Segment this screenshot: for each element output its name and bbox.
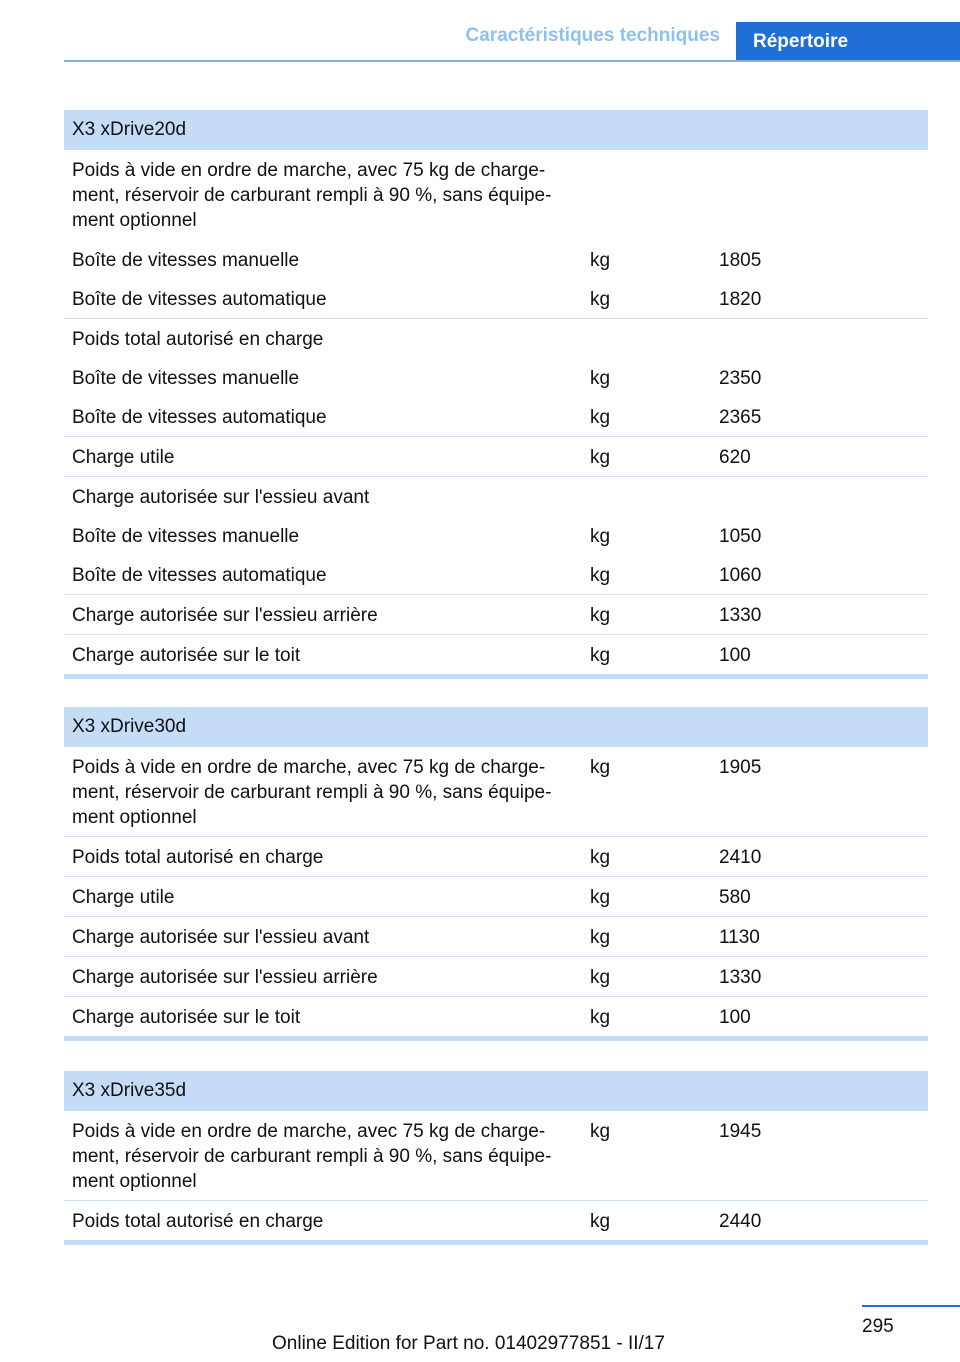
row-unit: kg: [590, 927, 611, 948]
table-row: [64, 747, 928, 837]
row-label: Poids à vide en ordre de marche, avec 75 kg de chargement, réservoir de carburant rempli à 90 %, sans équipement optionnel: [72, 757, 552, 828]
row-value: 1060: [719, 565, 762, 586]
table-title: X3 xDrive30d: [64, 707, 928, 747]
table-row: [64, 1201, 928, 1240]
row-unit: kg: [590, 565, 611, 586]
row-label: Poids total autorisé en charge: [72, 1211, 324, 1232]
table-row: [64, 997, 928, 1036]
table-row: [64, 555, 928, 595]
table-end-bar: [64, 1036, 928, 1041]
table-end-bar: [64, 1240, 928, 1245]
section-tab-repertoire[interactable]: Répertoire: [736, 22, 960, 62]
row-label: Charge autorisée sur l'essieu avant: [72, 927, 370, 948]
row-unit: kg: [590, 1211, 611, 1232]
row-label: Poids total autorisé en charge: [72, 329, 324, 350]
row-value: 100: [719, 1007, 751, 1028]
table-row: [64, 240, 928, 279]
table-row: [64, 837, 928, 877]
row-value: 1330: [719, 967, 762, 988]
row-label: Boîte de vitesses automatique: [72, 407, 327, 428]
edition-note: Online Edition for Part no. 01402977851 - II/17: [272, 1333, 665, 1354]
row-label: Boîte de vitesses automatique: [72, 565, 327, 586]
row-label: Poids à vide en ordre de marche, avec 75 kg de chargement, réservoir de carburant rempli à 90 %, sans équipement optionnel: [72, 160, 552, 231]
table-row: [64, 477, 928, 516]
table-row: [64, 397, 928, 437]
row-label: Charge autorisée sur le toit: [72, 1007, 301, 1028]
table-row: [64, 1111, 928, 1201]
row-unit: kg: [590, 250, 611, 271]
row-label: Poids à vide en ordre de marche, avec 75 kg de chargement, réservoir de carburant rempli à 90 %, sans équipement optionnel: [72, 1121, 552, 1192]
table-row: [64, 877, 928, 917]
row-value: 1805: [719, 250, 762, 271]
table-row: [64, 917, 928, 957]
table-row: [64, 957, 928, 997]
row-unit: kg: [590, 645, 611, 666]
footer-divider: [862, 1305, 960, 1307]
row-unit: kg: [590, 847, 611, 868]
spec-table-xdrive30d: [64, 707, 928, 1041]
row-label: Poids total autorisé en charge: [72, 847, 324, 868]
table-row: [64, 595, 928, 635]
table-row: [64, 635, 928, 674]
row-label: Charge utile: [72, 447, 175, 468]
chapter-title: Caractéristiques techniques: [465, 25, 720, 46]
row-unit: kg: [590, 1007, 611, 1028]
row-value: 1945: [719, 1121, 762, 1142]
row-unit: kg: [590, 605, 611, 626]
row-unit: kg: [590, 757, 611, 778]
row-value: 580: [719, 887, 751, 908]
row-value: 2365: [719, 407, 762, 428]
row-label: Boîte de vitesses manuelle: [72, 526, 300, 547]
row-value: 1130: [719, 927, 760, 948]
table-row: [64, 358, 928, 397]
row-label: Boîte de vitesses manuelle: [72, 368, 300, 389]
table-row: [64, 150, 928, 240]
table-end-bar: [64, 674, 928, 679]
row-value: 620: [719, 447, 751, 468]
row-unit: kg: [590, 407, 611, 428]
row-unit: kg: [590, 289, 611, 310]
row-value: 2350: [719, 368, 762, 389]
row-unit: kg: [590, 526, 611, 547]
table-row: [64, 279, 928, 319]
row-value: 2410: [719, 847, 762, 868]
page-header: [0, 0, 960, 62]
row-label: Boîte de vitesses automatique: [72, 289, 327, 310]
row-unit: kg: [590, 887, 611, 908]
row-unit: kg: [590, 967, 611, 988]
row-unit: kg: [590, 1121, 611, 1142]
table-title: X3 xDrive35d: [64, 1071, 928, 1111]
row-unit: kg: [590, 447, 611, 468]
page-number: 295: [862, 1316, 894, 1337]
row-value: 1330: [719, 605, 762, 626]
row-label: Charge autorisée sur l'essieu arrière: [72, 605, 378, 626]
table-row: [64, 516, 928, 555]
row-value: 1820: [719, 289, 762, 310]
row-value: 100: [719, 645, 751, 666]
spec-table-xdrive20d: [64, 110, 928, 679]
row-unit: kg: [590, 368, 611, 389]
row-label: Charge autorisée sur l'essieu avant: [72, 487, 370, 508]
header-divider: [64, 60, 960, 62]
row-label: Boîte de vitesses manuelle: [72, 250, 300, 271]
row-value: 2440: [719, 1211, 762, 1232]
row-value: 1050: [719, 526, 762, 547]
table-title: X3 xDrive20d: [64, 110, 928, 150]
row-label: Charge autorisée sur le toit: [72, 645, 301, 666]
row-label: Charge autorisée sur l'essieu arrière: [72, 967, 378, 988]
table-row: [64, 319, 928, 358]
spec-table-xdrive35d: [64, 1071, 928, 1245]
table-row: [64, 437, 928, 477]
row-label: Charge utile: [72, 887, 175, 908]
row-value: 1905: [719, 757, 762, 778]
